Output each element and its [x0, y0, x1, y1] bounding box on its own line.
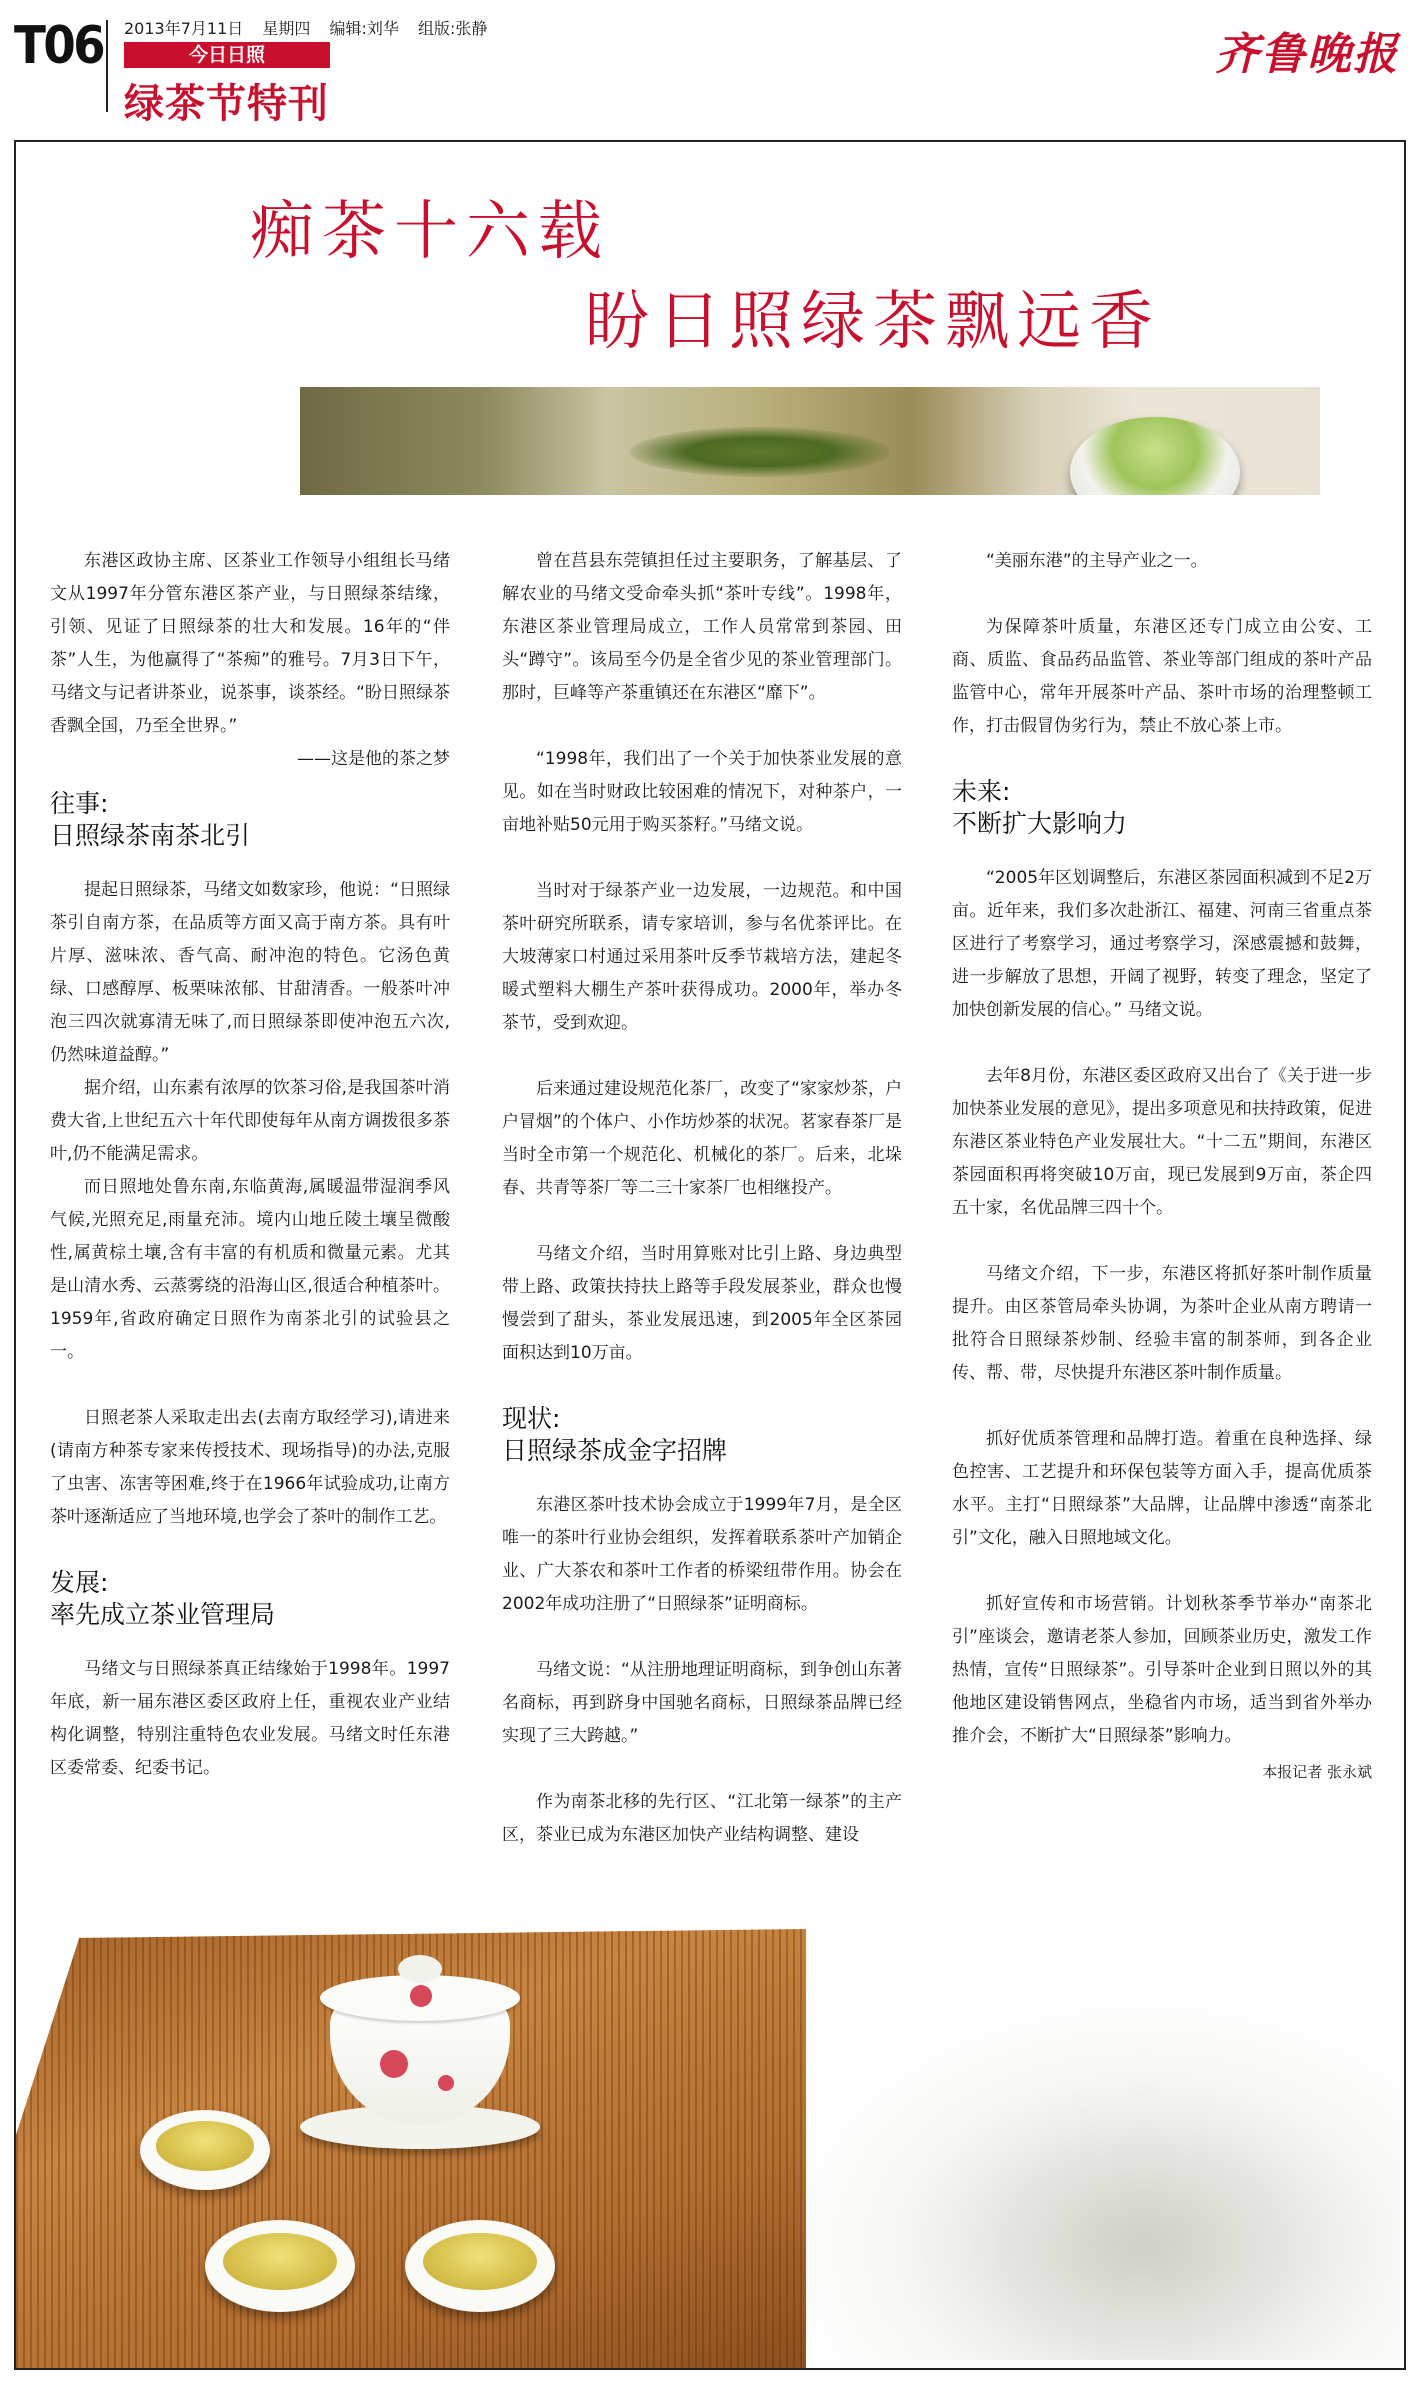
article-column-3 — [952, 545, 1372, 1822]
page-number: T06 — [14, 16, 103, 76]
tea-cup-illustration — [1070, 417, 1240, 495]
body-paragraph: 抓好优质茶管理和品牌打造。着重在良种选择、绿色控害、工艺提升和环保包装等方面入手，提高优质茶水平。主打“日照绿茶”大品牌，让品牌中渗透“南茶北引”文化，融入日照地域文化。 — [952, 1429, 1372, 1548]
body-paragraph: 马绪文介绍，下一步，东港区将抓好茶叶制作质量提升。由区茶管局牵头协调，为茶叶企业从南方聘请一批符合日照绿茶炒制、经验丰富的制茶师，到各企业传、帮、带，尽快提升东港区茶叶制作质量。 — [952, 1264, 1372, 1383]
ink-mountain-illustration — [760, 1980, 1400, 2360]
headline-line-2: 盼日照绿茶飘远香 — [585, 285, 1161, 359]
subhead-future — [952, 776, 1372, 840]
tea-cup-illustration — [205, 2220, 355, 2312]
subhead-title: 不断扩大影响力 — [952, 809, 1128, 838]
subhead-title: 率先成立茶业管理局 — [50, 1600, 276, 1629]
subhead-kicker: 发展: — [50, 1568, 109, 1597]
body-paragraph: 据介绍，山东素有浓厚的饮茶习俗,是我国茶叶消费大省,上世纪五六十年代即使每年从南方调拨很多茶叶,仍不能满足需求。 — [50, 1078, 450, 1164]
editor-credit: 编辑:刘华 — [329, 19, 399, 38]
gaiwan-illustration — [320, 1955, 520, 2145]
section-title: 绿茶节特刊 — [124, 81, 329, 127]
body-paragraph: 曾在莒县东莞镇担任过主要职务，了解基层、了解农业的马绪文受命牵头抓“茶叶专线”。1998年，东港区茶业管理局成立，工作人员常常到茶园、田头“蹲守”。该局至今仍是全省少见的茶业管理部门。那时，巨峰等产茶重镇还在东港区“靡下”。 — [502, 551, 902, 703]
subhead-past — [50, 788, 450, 852]
body-paragraph: 去年8月份，东港区委区政府又出台了《关于进一步加快茶业发展的意见》，提出多项意见和扶持政策，促进东港区茶业特色产业发展壮大。“十二五”期间，东港区茶园面积再将突破10万亩，现已发展到9万亩，茶企四五十家，名优品牌三四十个。 — [952, 1066, 1372, 1218]
body-paragraph: 后来通过建设规范化茶厂，改变了“家家炒茶，户户冒烟”的个体户、小作坊炒茶的状况。茗家春茶厂是当时全市第一个规范化、机械化的茶厂。后来，北垛春、共青等茶厂等二三十家茶厂也相继投产。 — [502, 1079, 902, 1198]
subhead-kicker: 往事: — [50, 789, 109, 818]
article-column-1 — [50, 545, 450, 1818]
masthead — [0, 0, 1417, 135]
tea-leaves-illustration — [630, 427, 890, 477]
section-tag: 今日日照 — [124, 42, 330, 68]
body-paragraph: “1998年，我们出了一个关于加快茶业发展的意见。如在当时财政比较困难的情况下，对种茶户，一亩地补贴50元用于购买茶籽。”马绪文说。 — [502, 749, 902, 835]
body-paragraph: 日照老茶人采取走出去(去南方取经学习),请进来(请南方种茶专家来传授技术、现场指导)的办法,克服了虫害、冻害等困难,终于在1966年试验成功,让南方茶叶逐渐适应了当地环境,也学会了茶叶的制作工艺。 — [50, 1408, 450, 1527]
masthead-divider — [106, 20, 108, 112]
subhead-title: 日照绿茶成金字招牌 — [502, 1436, 728, 1465]
body-paragraph: 抓好宣传和市场营销。计划秋茶季节举办“南茶北引”座谈会，邀请老茶人参加，回顾茶业历史，激发工作热情，宣传“日照绿茶”。引导茶叶企业到日照以外的其他地区建设销售网点，坐稳省内市场，适当到省外举办推介会，不断扩大“日照绿茶”影响力。 — [952, 1594, 1372, 1746]
reporter-byline: 本报记者 张永斌 — [1262, 1763, 1372, 1781]
body-paragraph: “美丽东港”的主导产业之一。 — [986, 551, 1208, 571]
headline-line-1: 痴茶十六载 — [250, 195, 610, 269]
tea-cup-illustration — [405, 2220, 555, 2312]
subhead-kicker: 未来: — [952, 777, 1011, 806]
tea-banner-image — [300, 387, 1320, 495]
body-paragraph: 东港区茶叶技术协会成立于1999年7月，是全区唯一的茶叶行业协会组织，发挥着联系茶叶产加销企业、广大茶农和茶叶工作者的桥梁纽带作用。协会在2002年成功注册了“日照绿茶”证明商标。 — [502, 1495, 902, 1614]
body-paragraph: 马绪文介绍，当时用算账对比引上路、身边典型带上路、政策扶持扶上路等手段发展茶业，群众也慢慢尝到了甜头，茶业发展迅速，到2005年全区茶园面积达到10万亩。 — [502, 1244, 902, 1363]
subhead-present — [502, 1403, 902, 1467]
intro-signature: ——这是他的茶之梦 — [297, 749, 450, 769]
subhead-development — [50, 1567, 450, 1631]
issue-weekday: 星期四 — [262, 19, 311, 38]
issue-date: 2013年7月11日 — [124, 19, 244, 38]
layout-credit: 组版:张静 — [417, 19, 488, 38]
article-column-2 — [502, 545, 902, 1885]
subhead-title: 日照绿茶南茶北引 — [50, 821, 251, 850]
body-paragraph: 提起日照绿茶，马绪文如数家珍，他说：“日照绿茶引自南方茶，在品质等方面又高于南方茶。具有叶片厚、滋味浓、香气高、耐冲泡的特色。它汤色黄绿、口感醇厚、板栗味浓郁、甘甜清香。一般茶叶冲泡三四次就寡清无味了,而日照绿茶即使冲泡五六次,仍然味道益醇。” — [50, 880, 450, 1065]
body-paragraph: 而日照地处鲁东南,东临黄海,属暖温带湿润季风气候,光照充足,雨量充沛。境内山地丘陵土壤呈微酸性,属黄棕土壤,含有丰富的有机质和微量元素。尤其是山清水秀、云蒸雾绕的沿海山区,很适合种植茶叶。1959年,省政府确定日照作为南茶北引的试验县之一。 — [50, 1177, 450, 1362]
body-paragraph: 作为南茶北移的先行区、“江北第一绿茶”的主产区，茶业已成为东港区加快产业结构调整、建设 — [502, 1792, 902, 1845]
body-paragraph: 为保障茶叶质量，东港区还专门成立由公安、工商、质监、食品药品监管、茶业等部门组成的茶叶产品监管中心，常年开展茶叶产品、茶叶市场的治理整顿工作，打击假冒伪劣行为，禁止不放心茶上市。 — [952, 617, 1372, 736]
body-paragraph: “2005年区划调整后，东港区茶园面积减到不足2万亩。近年来，我们多次赴浙江、福建、河南三省重点茶区进行了考察学习，通过考察学习，深感震撼和鼓舞，进一步解放了思想，开阔了视野，转变了理念，坚定了加快创新发展的信心。” 马绪文说。 — [952, 868, 1372, 1020]
intro-paragraph: 东港区政协主席、区茶业工作领导小组组长马绪文从1997年分管东港区茶产业，与日照绿茶结缘，引领、见证了日照绿茶的壮大和发展。16年的“伴茶”人生，为他赢得了“茶痴”的雅号。7月3日下午，马绪文与记者讲茶业，说茶事，谈茶经。“盼日照绿茶香飘全国，乃至全世界。” — [50, 551, 450, 736]
body-paragraph: 马绪文说：“从注册地理证明商标，到争创山东著名商标，再到跻身中国驰名商标，日照绿茶品牌已经实现了三大跨越。” — [502, 1660, 902, 1746]
newspaper-logo: 齐鲁晚报 — [1215, 29, 1399, 80]
issue-meta — [124, 16, 501, 39]
subhead-kicker: 现状: — [502, 1404, 561, 1433]
body-paragraph: 当时对于绿茶产业一边发展，一边规范。和中国茶叶研究所联系，请专家培训，参与名优茶评比。在大坡薄家口村通过采用茶叶反季节栽培方法，建起冬暖式塑料大棚生产茶叶获得成功。2000年，举办冬茶节，受到欢迎。 — [502, 881, 902, 1033]
tea-cup-illustration — [140, 2110, 270, 2190]
body-paragraph: 马绪文与日照绿茶真正结缘始于1998年。1997年底，新一届东港区委区政府上任，重视农业产业结构化调整，特别注重特色农业发展。马绪文时任东港区委常委、纪委书记。 — [50, 1659, 450, 1778]
